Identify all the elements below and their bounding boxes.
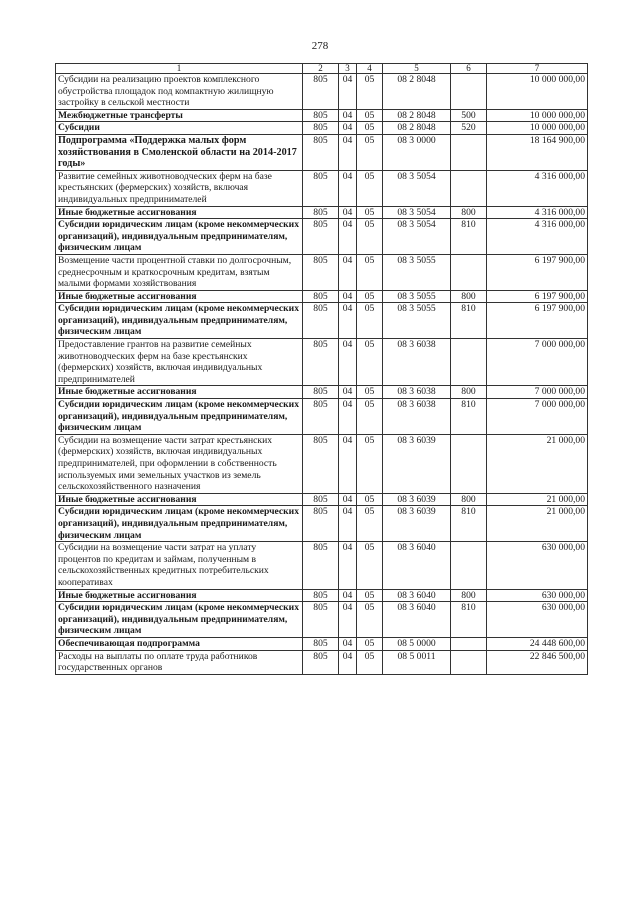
- expense-type-cell: [451, 650, 487, 674]
- item-name-cell: Подпрограмма «Поддержка малых форм хозяйствования в Смоленской области на 2014-2017 годы»: [56, 134, 303, 170]
- ministry-code-cell: 805: [303, 206, 339, 219]
- table-row: [56, 589, 588, 602]
- expense-type-cell: [451, 170, 487, 206]
- item-name-cell: Возмещение части процентной ставки по долгосрочным, среднесрочным и краткосрочным кредитам, взятым малыми формами хозяйствования: [56, 254, 303, 290]
- table-row: [56, 650, 588, 674]
- table-row: [56, 219, 588, 255]
- subsection-code-cell: 05: [357, 589, 383, 602]
- item-name-cell: Расходы на выплаты по оплате труда работников государственных органов: [56, 650, 303, 674]
- subsection-code-cell: 05: [357, 506, 383, 542]
- target-article-cell: 08 2 8048: [383, 74, 451, 110]
- header-cell: 1: [56, 64, 303, 74]
- expense-type-cell: [451, 134, 487, 170]
- item-name-cell: Субсидии юридическим лицам (кроме некоммерческих организаций), индивидуальным предпринимателям, физическим лицам: [56, 506, 303, 542]
- ministry-code-cell: 805: [303, 650, 339, 674]
- item-name-cell: Межбюджетные трансферты: [56, 109, 303, 122]
- subsection-code-cell: 05: [357, 542, 383, 589]
- table-row: [56, 134, 588, 170]
- target-article-cell: 08 3 5054: [383, 170, 451, 206]
- item-name-cell: Субсидии юридическим лицам (кроме некоммерческих организаций), индивидуальным предпринимателям, физическим лицам: [56, 602, 303, 638]
- table-body: [56, 74, 588, 675]
- ministry-code-cell: 805: [303, 170, 339, 206]
- target-article-cell: 08 3 5055: [383, 254, 451, 290]
- section-code-cell: 04: [339, 399, 357, 435]
- table-row: [56, 74, 588, 110]
- ministry-code-cell: 805: [303, 339, 339, 386]
- subsection-code-cell: 05: [357, 122, 383, 135]
- subsection-code-cell: 05: [357, 637, 383, 650]
- header-cell: 2: [303, 64, 339, 74]
- section-code-cell: 04: [339, 170, 357, 206]
- section-code-cell: 04: [339, 206, 357, 219]
- amount-cell: 7 000 000,00: [487, 399, 588, 435]
- section-code-cell: 04: [339, 506, 357, 542]
- amount-cell: 630 000,00: [487, 542, 588, 589]
- expense-type-cell: [451, 254, 487, 290]
- section-code-cell: 04: [339, 542, 357, 589]
- expense-type-cell: [451, 74, 487, 110]
- subsection-code-cell: 05: [357, 602, 383, 638]
- expense-type-cell: [451, 339, 487, 386]
- expense-type-cell: 810: [451, 303, 487, 339]
- item-name-cell: Субсидии юридическим лицам (кроме некоммерческих организаций), индивидуальным предпринимателям, физическим лицам: [56, 303, 303, 339]
- target-article-cell: 08 3 6038: [383, 386, 451, 399]
- amount-cell: 10 000 000,00: [487, 74, 588, 110]
- item-name-cell: Предоставление грантов на развитие семейных животноводческих ферм на базе крестьянских (фермерских) хозяйств, включая индивидуальных предпринимателей: [56, 339, 303, 386]
- section-code-cell: 04: [339, 434, 357, 493]
- subsection-code-cell: 05: [357, 650, 383, 674]
- subsection-code-cell: 05: [357, 134, 383, 170]
- item-name-cell: Развитие семейных животноводческих ферм на базе крестьянских (фермерских) хозяйств, включая индивидуальных предпринимателей: [56, 170, 303, 206]
- item-name-cell: Субсидии: [56, 122, 303, 135]
- target-article-cell: 08 3 6040: [383, 542, 451, 589]
- section-code-cell: 04: [339, 386, 357, 399]
- section-code-cell: 04: [339, 637, 357, 650]
- amount-cell: 24 448 600,00: [487, 637, 588, 650]
- table-row: [56, 339, 588, 386]
- expense-type-cell: 800: [451, 386, 487, 399]
- section-code-cell: 04: [339, 290, 357, 303]
- expense-type-cell: 800: [451, 493, 487, 506]
- section-code-cell: 04: [339, 74, 357, 110]
- amount-cell: 630 000,00: [487, 589, 588, 602]
- ministry-code-cell: 805: [303, 602, 339, 638]
- expense-type-cell: 810: [451, 219, 487, 255]
- target-article-cell: 08 3 5054: [383, 206, 451, 219]
- ministry-code-cell: 805: [303, 399, 339, 435]
- ministry-code-cell: 805: [303, 290, 339, 303]
- table-row: [56, 542, 588, 589]
- item-name-cell: Обеспечивающая подпрограмма: [56, 637, 303, 650]
- page-number: 278: [311, 40, 329, 52]
- target-article-cell: 08 3 5054: [383, 219, 451, 255]
- section-code-cell: 04: [339, 339, 357, 386]
- target-article-cell: 08 3 6040: [383, 589, 451, 602]
- ministry-code-cell: 805: [303, 542, 339, 589]
- table-row: [56, 434, 588, 493]
- section-code-cell: 04: [339, 602, 357, 638]
- table-row: [56, 637, 588, 650]
- item-name-cell: Субсидии на возмещение части затрат на уплату процентов по кредитам и займам, полученным в сельскохозяйственных кредитных потребительских кооперативах: [56, 542, 303, 589]
- subsection-code-cell: 05: [357, 254, 383, 290]
- expense-type-cell: 800: [451, 206, 487, 219]
- subsection-code-cell: 05: [357, 339, 383, 386]
- ministry-code-cell: 805: [303, 637, 339, 650]
- table-row: [56, 506, 588, 542]
- section-code-cell: 04: [339, 254, 357, 290]
- header-cell: 6: [451, 64, 487, 74]
- amount-cell: 4 316 000,00: [487, 219, 588, 255]
- budget-table: [55, 63, 588, 675]
- subsection-code-cell: 05: [357, 219, 383, 255]
- expense-type-cell: [451, 434, 487, 493]
- item-name-cell: Субсидии на возмещение части затрат крестьянских (фермерских) хозяйств, включая индивидуальных предпринимателей, при оформлении в собственность используемых ими земельных участков из земель сельскохозяйственного назначения: [56, 434, 303, 493]
- target-article-cell: 08 3 6038: [383, 339, 451, 386]
- expense-type-cell: [451, 637, 487, 650]
- section-code-cell: 04: [339, 650, 357, 674]
- target-article-cell: 08 2 8048: [383, 109, 451, 122]
- target-article-cell: 08 5 0011: [383, 650, 451, 674]
- section-code-cell: 04: [339, 122, 357, 135]
- target-article-cell: 08 3 5055: [383, 303, 451, 339]
- ministry-code-cell: 805: [303, 74, 339, 110]
- amount-cell: 630 000,00: [487, 602, 588, 638]
- target-article-cell: 08 2 8048: [383, 122, 451, 135]
- table-row: [56, 602, 588, 638]
- item-name-cell: Иные бюджетные ассигнования: [56, 589, 303, 602]
- expense-type-cell: 520: [451, 122, 487, 135]
- ministry-code-cell: 805: [303, 122, 339, 135]
- section-code-cell: 04: [339, 493, 357, 506]
- item-name-cell: Иные бюджетные ассигнования: [56, 493, 303, 506]
- subsection-code-cell: 05: [357, 290, 383, 303]
- section-code-cell: 04: [339, 589, 357, 602]
- subsection-code-cell: 05: [357, 493, 383, 506]
- ministry-code-cell: 805: [303, 493, 339, 506]
- amount-cell: 6 197 900,00: [487, 254, 588, 290]
- amount-cell: 4 316 000,00: [487, 170, 588, 206]
- expense-type-cell: 810: [451, 602, 487, 638]
- subsection-code-cell: 05: [357, 386, 383, 399]
- subsection-code-cell: 05: [357, 399, 383, 435]
- expense-type-cell: 500: [451, 109, 487, 122]
- header-cell: 5: [383, 64, 451, 74]
- table-row: [56, 122, 588, 135]
- subsection-code-cell: 05: [357, 170, 383, 206]
- section-code-cell: 04: [339, 219, 357, 255]
- ministry-code-cell: 805: [303, 506, 339, 542]
- target-article-cell: 08 3 6039: [383, 434, 451, 493]
- target-article-cell: 08 3 6039: [383, 506, 451, 542]
- ministry-code-cell: 805: [303, 134, 339, 170]
- target-article-cell: 08 3 0000: [383, 134, 451, 170]
- amount-cell: 10 000 000,00: [487, 122, 588, 135]
- item-name-cell: Субсидии на реализацию проектов комплексного обустройства площадок под компактную жилищную застройку в сельской местности: [56, 74, 303, 110]
- subsection-code-cell: 05: [357, 206, 383, 219]
- header-cell: 4: [357, 64, 383, 74]
- ministry-code-cell: 805: [303, 386, 339, 399]
- target-article-cell: 08 3 6038: [383, 399, 451, 435]
- amount-cell: 6 197 900,00: [487, 290, 588, 303]
- expense-type-cell: 810: [451, 506, 487, 542]
- header-cell: 7: [487, 64, 588, 74]
- ministry-code-cell: 805: [303, 219, 339, 255]
- table-row: [56, 290, 588, 303]
- amount-cell: 7 000 000,00: [487, 339, 588, 386]
- target-article-cell: 08 3 5055: [383, 290, 451, 303]
- amount-cell: 6 197 900,00: [487, 303, 588, 339]
- table-row: [56, 303, 588, 339]
- subsection-code-cell: 05: [357, 74, 383, 110]
- amount-cell: 10 000 000,00: [487, 109, 588, 122]
- amount-cell: 21 000,00: [487, 434, 588, 493]
- amount-cell: 21 000,00: [487, 493, 588, 506]
- expense-type-cell: 800: [451, 290, 487, 303]
- item-name-cell: Субсидии юридическим лицам (кроме некоммерческих организаций), индивидуальным предпринимателям, физическим лицам: [56, 399, 303, 435]
- expense-type-cell: 800: [451, 589, 487, 602]
- ministry-code-cell: 805: [303, 589, 339, 602]
- table-row: [56, 254, 588, 290]
- amount-cell: 21 000,00: [487, 506, 588, 542]
- item-name-cell: Субсидии юридическим лицам (кроме некоммерческих организаций), индивидуальным предпринимателям, физическим лицам: [56, 219, 303, 255]
- target-article-cell: 08 3 6039: [383, 493, 451, 506]
- item-name-cell: Иные бюджетные ассигнования: [56, 290, 303, 303]
- table-header-row: [56, 64, 588, 74]
- ministry-code-cell: 805: [303, 303, 339, 339]
- table-row: [56, 109, 588, 122]
- expense-type-cell: [451, 542, 487, 589]
- amount-cell: 4 316 000,00: [487, 206, 588, 219]
- item-name-cell: Иные бюджетные ассигнования: [56, 206, 303, 219]
- amount-cell: 22 846 500,00: [487, 650, 588, 674]
- table-row: [56, 386, 588, 399]
- expense-type-cell: 810: [451, 399, 487, 435]
- amount-cell: 7 000 000,00: [487, 386, 588, 399]
- target-article-cell: 08 5 0000: [383, 637, 451, 650]
- table-row: [56, 493, 588, 506]
- subsection-code-cell: 05: [357, 109, 383, 122]
- header-cell: 3: [339, 64, 357, 74]
- ministry-code-cell: 805: [303, 254, 339, 290]
- table-row: [56, 206, 588, 219]
- target-article-cell: 08 3 6040: [383, 602, 451, 638]
- section-code-cell: 04: [339, 134, 357, 170]
- ministry-code-cell: 805: [303, 434, 339, 493]
- amount-cell: 18 164 900,00: [487, 134, 588, 170]
- table-row: [56, 399, 588, 435]
- subsection-code-cell: 05: [357, 303, 383, 339]
- ministry-code-cell: 805: [303, 109, 339, 122]
- section-code-cell: 04: [339, 303, 357, 339]
- section-code-cell: 04: [339, 109, 357, 122]
- table-row: [56, 170, 588, 206]
- item-name-cell: Иные бюджетные ассигнования: [56, 386, 303, 399]
- subsection-code-cell: 05: [357, 434, 383, 493]
